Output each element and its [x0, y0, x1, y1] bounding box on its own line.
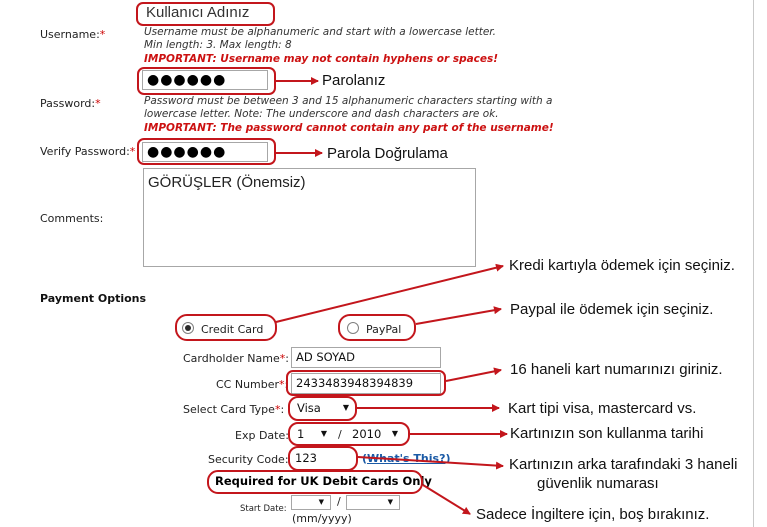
comments-textarea-value: GÖRÜŞLER (Önemsiz)	[148, 174, 306, 191]
annotation-kart-numara: 16 haneli kart numarınızı giriniz.	[510, 361, 723, 378]
cc-number-value: 2433483948394839	[296, 376, 414, 390]
uk-debit-heading: Required for UK Debit Cards Only	[215, 474, 432, 488]
username-hint-2: Min length: 3. Max length: 8	[144, 39, 292, 51]
password-input-value: ●●●●●●	[147, 72, 227, 88]
annotation-kart-tipi: Kart tipi visa, mastercard vs.	[508, 400, 697, 417]
username-hint-1: Username must be alphanumeric and start with a lowercase letter.	[144, 26, 496, 38]
annotation-paypal: Paypal ile ödemek için seçiniz.	[510, 301, 714, 318]
security-code-label: Security Code:	[208, 453, 289, 466]
start-date-separator: /	[337, 495, 341, 508]
verify-password-input-value: ●●●●●●	[147, 144, 227, 160]
verify-password-label: Verify Password:*	[40, 145, 136, 158]
username-label: Username:*	[40, 28, 106, 41]
exp-date-label: Exp Date:	[235, 429, 289, 442]
whats-this-link[interactable]: What's This?	[367, 452, 446, 465]
paren-close: )	[445, 452, 451, 465]
card-type-label: Select Card Type*:	[183, 403, 285, 416]
password-warning: IMPORTANT: The password cannot contain any part of the username!	[144, 122, 554, 134]
password-label: Password:*	[40, 97, 101, 110]
paren-open: (	[362, 452, 368, 465]
annotation-kredi: Kredi kartıyla ödemek için seçiniz.	[509, 257, 735, 274]
username-input-value: Kullanıcı Adınız	[146, 4, 250, 21]
annotation-son-kullanma: Kartınızın son kullanma tarihi	[510, 425, 704, 442]
arrow-guvenlik	[358, 457, 503, 466]
cardholder-name-value: AD SOYAD	[296, 350, 355, 364]
password-hint-1: Password must be between 3 and 15 alphanumeric characters starting with a	[144, 95, 553, 107]
credit-card-label[interactable]: Credit Card	[201, 323, 264, 336]
chevron-down-icon: ▼	[342, 403, 349, 412]
arrow-ingiltere	[423, 485, 470, 514]
cc-number-label: CC Number*:	[216, 378, 289, 391]
card-type-value: Visa	[297, 401, 321, 415]
start-date-label: Start Date:	[240, 504, 287, 514]
annotation-guvenlik-1: Kartınızın arka tarafındaki 3 haneli	[509, 456, 738, 473]
chevron-down-icon: ▼	[318, 498, 324, 506]
payment-options-heading: Payment Options	[40, 292, 147, 305]
comments-label: Comments:	[40, 212, 104, 225]
password-hint-2: lowercase letter. Note: The underscore and dash characters are ok.	[144, 108, 499, 120]
arrow-kredi	[276, 266, 503, 322]
paypal-label[interactable]: PayPal	[366, 323, 402, 336]
chevron-down-icon: ▼	[391, 429, 398, 438]
exp-year-value: 2010	[352, 427, 382, 441]
exp-month-value: 1	[297, 427, 305, 441]
exp-date-separator: /	[338, 428, 342, 441]
annotation-guvenlik-2: güvenlik numarası	[537, 475, 659, 492]
chevron-down-icon: ▼	[387, 498, 393, 506]
annotation-ingiltere: Sadece İngiltere için, boş bırakınız.	[476, 506, 710, 523]
annotation-parolaniz: Parolanız	[322, 72, 386, 89]
chevron-down-icon: ▼	[320, 429, 327, 438]
cardholder-name-label: Cardholder Name*:	[183, 352, 289, 365]
annotation-parola-dogrulama: Parola Doğrulama	[327, 145, 448, 162]
arrow-kart-numara	[446, 370, 501, 381]
security-code-value: 123	[295, 451, 317, 465]
username-warning: IMPORTANT: Username may not contain hyphens or spaces!	[144, 53, 499, 65]
arrow-paypal	[416, 309, 501, 324]
start-date-format: (mm/yyyy)	[292, 512, 352, 525]
